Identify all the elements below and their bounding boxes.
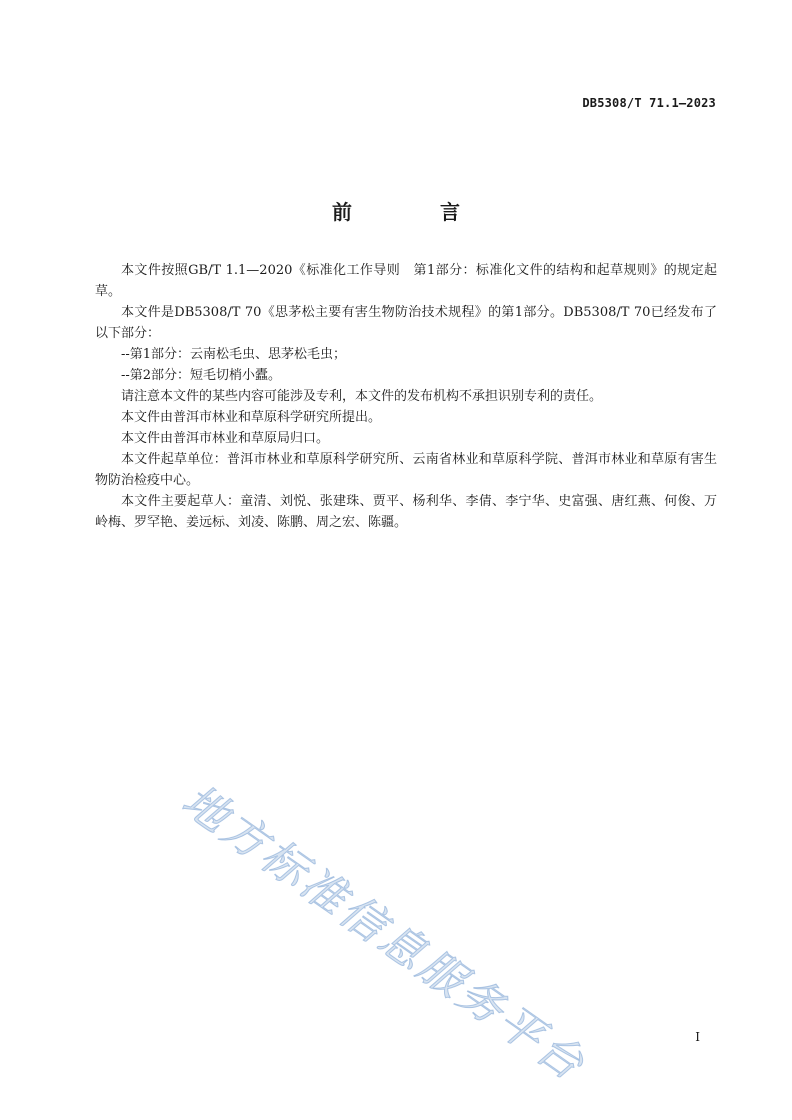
paragraph-proposer: 本文件由普洱市林业和草原科学研究所提出。 — [121, 410, 382, 425]
paragraph-patent-notice: 请注意本文件的某些内容可能涉及专利，本文件的发布机构不承担识别专利的责任。 — [121, 389, 603, 404]
paragraph-drafting-basis: 本文件按照GB/T 1.1—2020《标准化工作导则 第1部分：标准化文件的结构和起草规则》的规定起草。 — [95, 263, 717, 299]
document-code: DB5308/T 71.1—2023 — [582, 96, 716, 110]
list-item-part-1: --第1部分：云南松毛虫、思茅松毛虫； — [121, 347, 347, 362]
paragraph-drafting-units: 本文件起草单位：普洱市林业和草原科学研究所、云南省林业和草原科学院、普洱市林业和草原有害生物防治检疫中心。 — [95, 452, 717, 488]
page-title: 前 言 — [332, 200, 494, 224]
paragraph-part-info: 本文件是DB5308/T 70《思茅松主要有害生物防治技术规程》的第1部分。DB5308/T 70已经发布了以下部分： — [95, 305, 717, 341]
paragraph-administrator: 本文件由普洱市林业和草原局归口。 — [121, 431, 330, 446]
preface-content — [95, 260, 717, 533]
page-number: I — [695, 1030, 700, 1044]
watermark: 地方标准信息服务平台 — [172, 774, 596, 1092]
list-item-part-2: --第2部分：短毛切梢小蠹。 — [121, 368, 282, 383]
paragraph-drafters: 本文件主要起草人：童清、刘悦、张建珠、贾平、杨利华、李倩、李宁华、史富强、唐红燕、何俊、万岭梅、罗罕艳、姜远标、刘凌、陈鹏、周之宏、陈疆。 — [95, 494, 717, 530]
